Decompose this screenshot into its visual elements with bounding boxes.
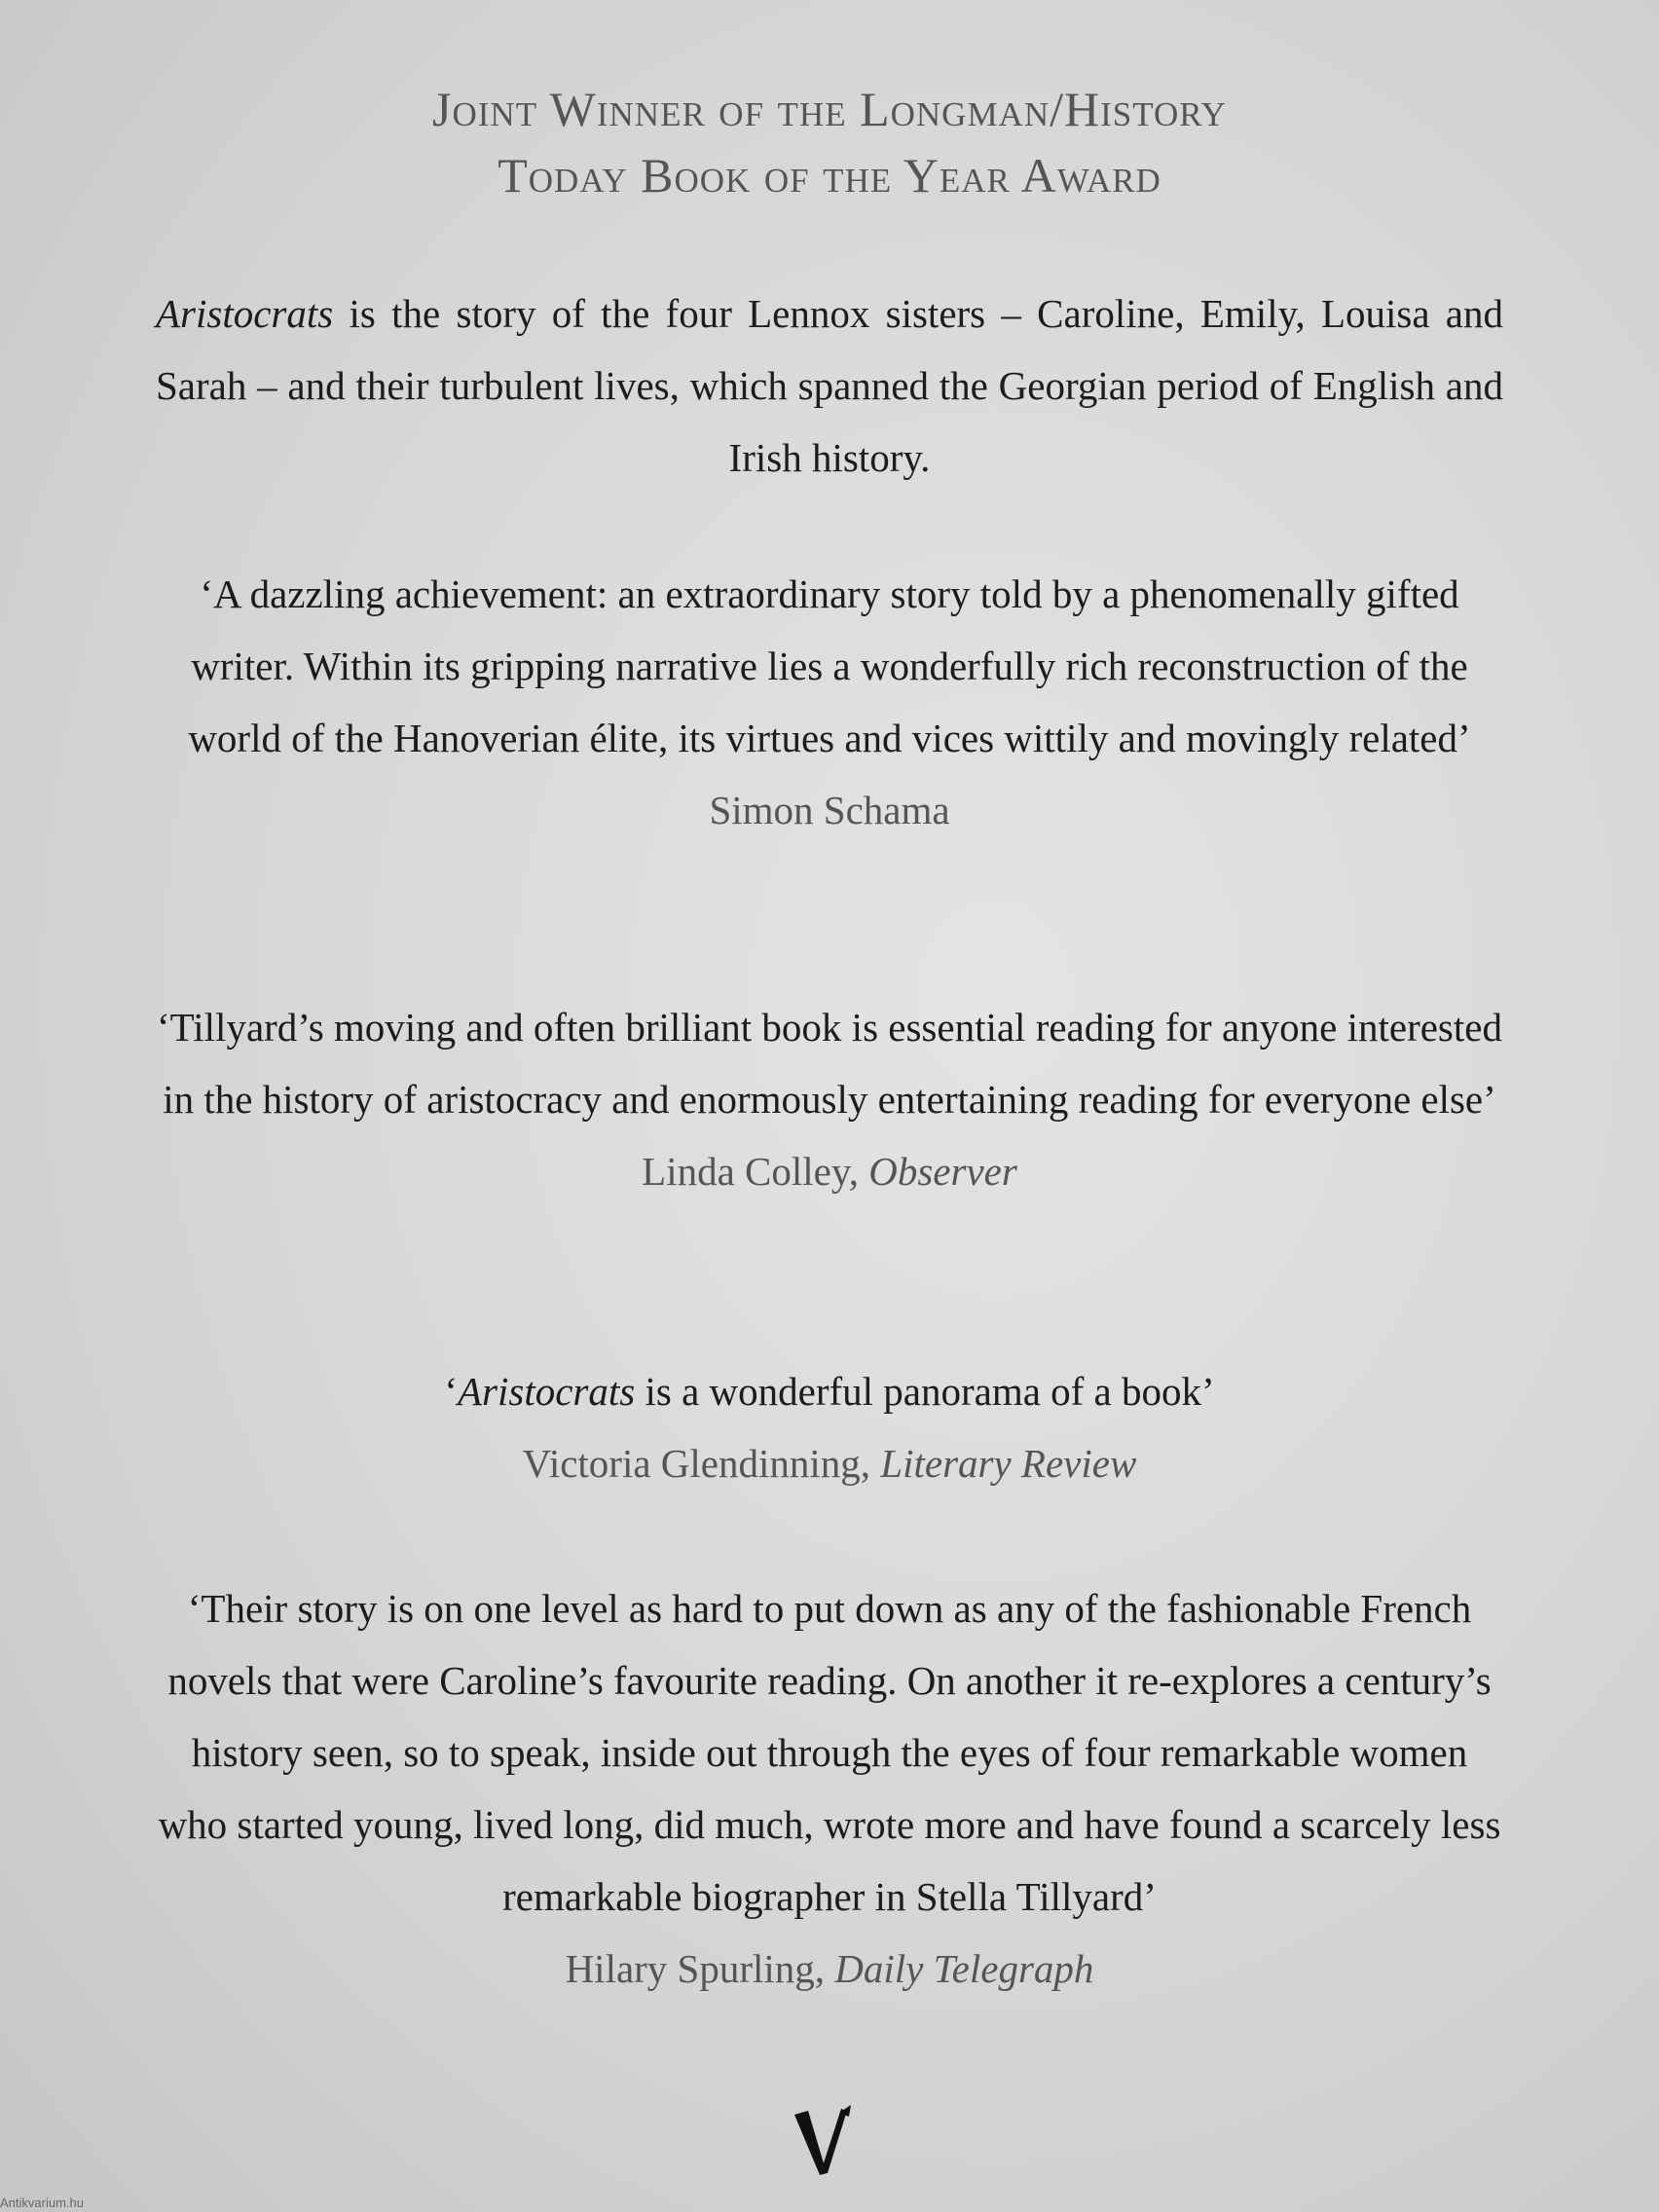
review-2	[156, 991, 1503, 1207]
award-heading	[0, 76, 1659, 208]
review-attribution	[156, 1427, 1503, 1499]
quote-open-mark: ‘	[444, 1369, 458, 1414]
quote-book-title: Aristocrats	[457, 1369, 636, 1414]
vintage-v-logo	[791, 2103, 859, 2181]
review-3	[156, 1355, 1503, 1499]
review-attribution	[156, 1135, 1503, 1207]
quote-rest: is a wonderful panorama of a book’	[635, 1369, 1215, 1414]
vintage-v-icon	[791, 2103, 859, 2181]
review-author: Simon Schama	[709, 788, 950, 832]
book-title: Aristocrats	[156, 291, 334, 336]
review-quote: ‘Tillyard’s moving and often brilliant book is essential reading for anyone interested in the history of aristocracy and enormously entertaining reading for everyone else’	[157, 1005, 1502, 1122]
review-source: Daily Telegraph	[834, 1946, 1094, 1991]
review-quote	[156, 1355, 1503, 1427]
review-4	[156, 1572, 1503, 2005]
watermark: Antikvarium.hu	[0, 2195, 84, 2210]
review-source: Observer	[868, 1149, 1017, 1194]
review-author: Hilary Spurling,	[565, 1946, 835, 1991]
review-quote: ‘Their story is on one level as hard to put down as any of the fashionable French novels that were Caroline’s favourite reading. On another it re-explores a century’s history seen, so to speak, inside out through the eyes of four remarkable women who started young, lived long, did much, wrote more and have found a scarcely less remarkable biographer in Stella Tillyard’	[158, 1586, 1501, 1919]
review-attribution	[156, 774, 1503, 846]
award-line-2: Today Book of the Year Award	[498, 148, 1161, 203]
description-text: is the story of the four Lennox sisters – Caroline, Emily, Louisa and Sarah – and their turbulent lives, which spanned the Georgian period of English and Irish history.	[156, 291, 1503, 480]
description-paragraph	[156, 277, 1503, 494]
review-source: Literary Review	[880, 1441, 1137, 1486]
review-author: Victoria Glendinning,	[522, 1441, 881, 1486]
review-quote: ‘A dazzling achievement: an extraordinary story told by a phenomenally gifted writer. Within its gripping narrative lies a wonderfully rich reconstruction of the world of the Hanoverian élite, its virtues and vices wittily and movingly related’	[188, 571, 1471, 760]
review-1	[156, 558, 1503, 846]
award-line-1: Joint Winner of the Longman/History	[432, 82, 1227, 136]
review-attribution	[156, 1933, 1503, 2005]
review-author: Linda Colley,	[642, 1149, 869, 1194]
